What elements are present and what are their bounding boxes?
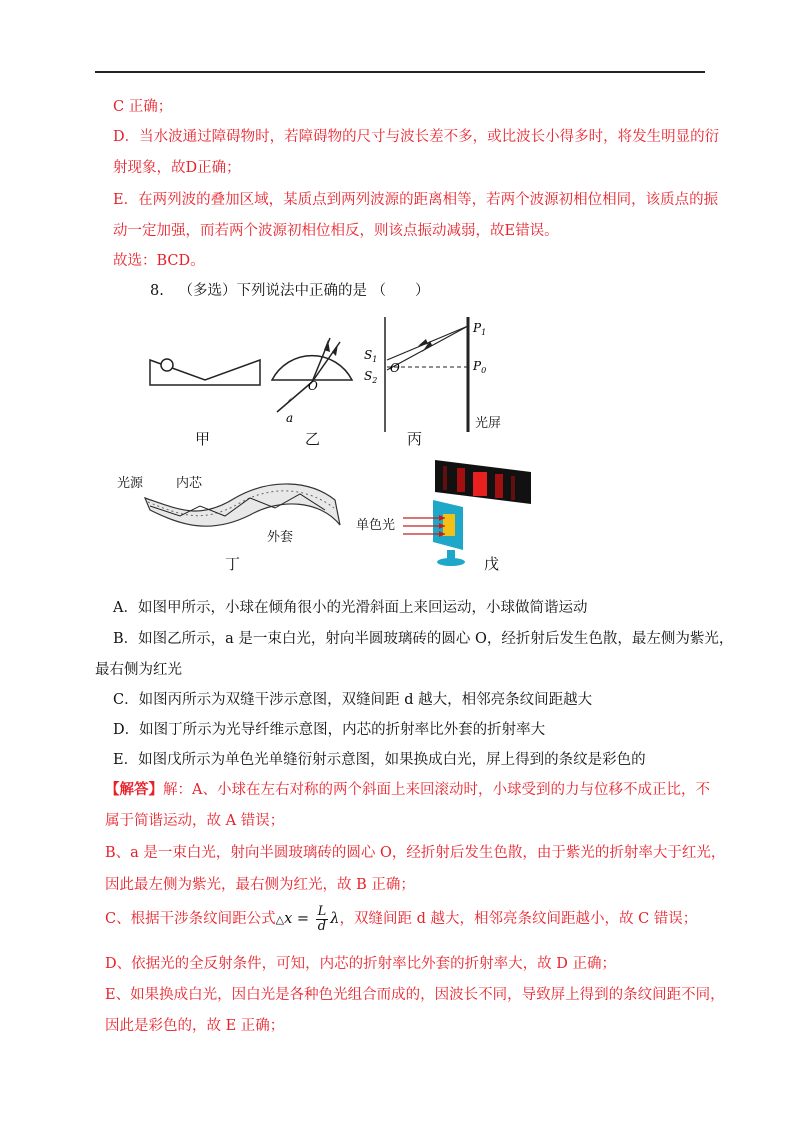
option-e: E．如图戊所示为单色光单缝衍射示意图，如果换成白光，屏上得到的条纹是彩色的 — [113, 752, 646, 768]
formula-numerator: L — [317, 903, 327, 919]
wu-mono-label: 单色光 — [356, 518, 396, 533]
formula-delta: △ — [275, 913, 285, 926]
answer-e-line1: E、如果换成白光，因白光是各种色光组合而成的，因波长不同，导致屏上得到的条纹间距不同， — [105, 987, 725, 1003]
svg-text:S1: $S_1$ — [364, 348, 378, 364]
ball — [161, 359, 173, 371]
option-c: C．如图丙所示为双缝干涉示意图，双缝间距 d 越大，相邻亮条纹间距越大 — [113, 692, 593, 708]
formula-x: x — [284, 911, 293, 927]
answer-a-text: 解：A、小球在左右对称的两个斜面上来回滚动时，小球受到的力与位移不成正比，不 — [163, 782, 710, 798]
question-8 — [150, 281, 430, 301]
ding-source-label: 光源 — [117, 476, 144, 491]
prev-answer-c: C 正确； — [113, 99, 173, 115]
prev-answer-d-line1: D．当水波通过障碍物时，若障碍物的尺寸与波长差不多，或比波长小得多时，将发生明显的衍 — [113, 129, 720, 145]
option-b-line1: B．如图乙所示，a 是一束白光，射向半圆玻璃砖的圆心 O，经折射后发生色散，最左侧为紫光， — [113, 631, 734, 647]
yi-a-label: a — [286, 411, 294, 425]
answer-b-line2: 因此最左侧为紫光，最右侧为红光，故 B 正确； — [105, 877, 415, 893]
option-d: D．如图丁所示为光导纤维示意图，内芯的折射率比外套的折射率大 — [113, 722, 546, 738]
formula-lambda: λ — [330, 911, 340, 927]
answer-a-line1 — [105, 780, 710, 800]
svg-text:S2: $S_2$ — [364, 369, 378, 385]
svg-text:P1: $P_1$ — [473, 321, 487, 337]
figure-ding-optical-fiber — [140, 470, 350, 540]
answer-c-pre: C、根据干涉条纹间距公式 — [105, 911, 276, 927]
question-number: 8. — [150, 283, 164, 299]
label-wu: 戊 — [484, 555, 500, 573]
svg-text:P0: $P_0$ — [473, 359, 487, 375]
answer-e-line2: 因此是彩色的，故 E 正确； — [105, 1018, 285, 1034]
label-jia: 甲 — [195, 430, 211, 448]
answer-c-line — [105, 904, 697, 935]
answer-tag: 【解答】 — [105, 781, 163, 798]
bing-screen-label: 光屏 — [475, 416, 502, 431]
figure-yi-semicircle — [262, 330, 362, 425]
yi-o-label: O — [308, 379, 318, 393]
formula-denominator: d — [317, 918, 327, 934]
header-rule — [95, 71, 705, 73]
prev-answer-d-line2: 射现象，故D正确； — [113, 160, 241, 176]
figure-jia-inclines — [145, 355, 265, 390]
option-b-line2: 最右侧为红光 — [95, 662, 182, 678]
label-ding: 丁 — [225, 555, 241, 573]
label-bing: 丙 — [407, 430, 423, 448]
ding-core-label: 内芯 — [176, 476, 203, 491]
answer-b-line1: B、a 是一束白光，射向半圆玻璃砖的圆心 O，经折射后发生色散，由于紫光的折射率大于红光， — [105, 845, 726, 861]
answer-c-post: ，双缝间距 d 越大，相邻亮条纹间距越小，故 C 错误； — [339, 911, 698, 927]
answer-d-line: D、依据光的全反射条件，可知，内芯的折射率比外套的折射率大，故 D 正确； — [105, 956, 616, 972]
answer-a-line2: 属于简谐运动，故 A 错误； — [105, 813, 285, 829]
prev-answer-choice: 故选：BCD。 — [113, 253, 205, 269]
question-text: （多选）下列说法中正确的是 （ ） — [178, 283, 430, 299]
ding-cladding-label: 外套 — [267, 530, 294, 545]
prev-answer-e-line2: 动一定加强，而若两个波源初相位相反，则该点振动减弱，故E错误。 — [113, 223, 559, 239]
figure-wu-single-slit — [395, 452, 545, 572]
svg-text:O: O — [390, 361, 400, 375]
option-a: A．如图甲所示，小球在倾角很小的光滑斜面上来回运动，小球做简谐运动 — [113, 600, 588, 616]
formula-fraction — [316, 905, 329, 934]
formula-eq: = — [292, 911, 314, 927]
label-yi: 乙 — [305, 430, 321, 448]
prev-answer-e-line1: E．在两列波的叠加区域，某质点到两列波源的距离相等，若两个波源初相位相同，该质点的振 — [113, 192, 719, 208]
